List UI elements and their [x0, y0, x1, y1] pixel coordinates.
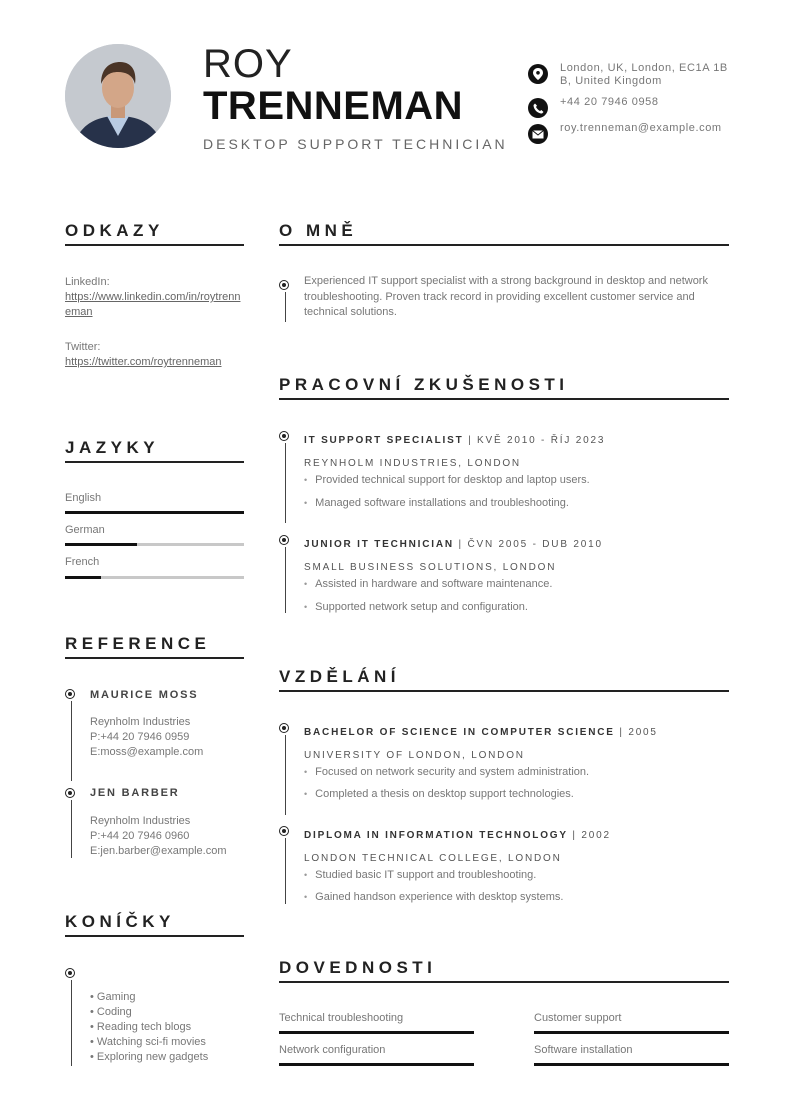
degree-year: | 2002	[567, 830, 611, 841]
experience-rule	[279, 398, 729, 400]
hobbies-list	[90, 990, 250, 1065]
address-text: London, UK, London, EC1A 1BB, United Kingdom	[560, 62, 728, 87]
reference-phone[interactable]: P:+44 20 7946 0959	[90, 731, 190, 743]
bullet-item: • Focused on network security and system administration.	[304, 765, 729, 779]
bullet-item: • Managed software installations and troubleshooting.	[304, 496, 729, 510]
reference-company: Reynholm Industries	[90, 815, 191, 827]
reference-email[interactable]: E:jen.barber@example.com	[90, 845, 227, 857]
language-german-bar	[65, 543, 244, 546]
experience-entry	[304, 534, 729, 614]
job-title: DESKTOP SUPPORT TECHNICIAN	[203, 136, 508, 152]
twitter-label: Twitter:	[65, 341, 101, 353]
envelope-icon	[528, 124, 548, 144]
timeline-line	[285, 838, 286, 904]
language-english-level	[65, 511, 244, 514]
position-title: IT SUPPORT SPECIALIST	[304, 435, 464, 446]
timeline-dot-icon	[279, 826, 289, 836]
company-name: SMALL BUSINESS SOLUTIONS, LONDON	[304, 562, 557, 573]
experience-entry	[304, 430, 729, 510]
language-german-level	[65, 543, 137, 546]
timeline-dot-icon	[65, 788, 75, 798]
timeline-line	[285, 735, 286, 815]
profile-photo-illustration	[65, 44, 171, 148]
education-heading: VZDĚLÁNÍ	[279, 667, 400, 686]
reference-company: Reynholm Industries	[90, 716, 191, 728]
language-german: German	[65, 524, 105, 536]
skill-bar	[534, 1031, 729, 1034]
timeline-dot-icon	[279, 723, 289, 733]
degree-title: DIPLOMA IN INFORMATION TECHNOLOGY	[304, 830, 568, 841]
linkedin-url[interactable]: https://www.linkedin.com/in/roytrenneman	[65, 291, 241, 318]
bullet-item: • Completed a thesis on desktop support technologies.	[304, 787, 729, 801]
education-entry	[304, 722, 729, 801]
timeline-dot-icon	[65, 968, 75, 978]
skill-name: Technical troubleshooting	[279, 1012, 404, 1024]
contact-address	[528, 62, 738, 88]
hobby-item: • Reading tech blogs	[90, 1020, 250, 1035]
contact-email	[528, 122, 738, 144]
language-french-level	[65, 576, 101, 579]
timeline-line	[285, 292, 286, 322]
timeline-line	[285, 443, 286, 523]
phone-text[interactable]: +44 20 7946 0958	[560, 96, 659, 108]
hobby-item: • Exploring new gadgets	[90, 1050, 250, 1065]
references-heading: REFERENCE	[65, 634, 211, 653]
map-pin-icon	[528, 64, 548, 84]
reference-details	[90, 814, 260, 859]
position-dates: | ČVN 2005 - DUB 2010	[453, 539, 603, 550]
reference-name: JEN BARBER	[90, 787, 180, 799]
position-title: JUNIOR IT TECHNICIAN	[304, 539, 454, 550]
about-heading: O MNĚ	[279, 221, 358, 240]
timeline-line	[285, 547, 286, 613]
reference-name: MAURICE MOSS	[90, 689, 199, 701]
experience-heading: PRACOVNÍ ZKUŠENOSTI	[279, 375, 569, 394]
languages-rule	[65, 461, 244, 463]
hobbies-heading: KONÍČKY	[65, 912, 175, 931]
last-name: TRENNEMAN	[203, 84, 464, 128]
link-twitter	[65, 340, 245, 370]
about-rule	[279, 244, 729, 246]
bullet-item: • Supported network setup and configuration.	[304, 600, 729, 614]
link-linkedin	[65, 275, 245, 320]
skill-name: Customer support	[534, 1012, 622, 1024]
school-name: LONDON TECHNICAL COLLEGE, LONDON	[304, 853, 562, 864]
reference-phone[interactable]: P:+44 20 7946 0960	[90, 830, 190, 842]
hobbies-rule	[65, 935, 244, 937]
first-name: ROY	[203, 42, 293, 86]
profile-photo	[65, 44, 171, 148]
languages-heading: JAZYKY	[65, 438, 160, 457]
skill-name: Network configuration	[279, 1044, 386, 1056]
phone-icon	[528, 98, 548, 118]
company-name: REYNHOLM INDUSTRIES, LONDON	[304, 458, 521, 469]
twitter-url[interactable]: https://twitter.com/roytrenneman	[65, 356, 222, 368]
links-heading: ODKAZY	[65, 221, 164, 240]
education-entry	[304, 825, 729, 904]
timeline-line	[71, 701, 72, 781]
degree-title: BACHELOR OF SCIENCE IN COMPUTER SCIENCE	[304, 727, 615, 738]
linkedin-label: LinkedIn:	[65, 276, 110, 288]
timeline-line	[71, 980, 72, 1066]
skills-rule	[279, 981, 729, 983]
bullet-item: • Provided technical support for desktop and laptop users.	[304, 473, 729, 487]
timeline-dot-icon	[279, 431, 289, 441]
language-english: English	[65, 492, 102, 504]
timeline-dot-icon	[65, 689, 75, 699]
language-english-bar	[65, 511, 244, 514]
skills-heading: DOVEDNOSTI	[279, 958, 437, 977]
bullet-item: • Assisted in hardware and software maintenance.	[304, 577, 729, 591]
skill-bar	[279, 1063, 474, 1066]
reference-details	[90, 715, 250, 760]
references-rule	[65, 657, 244, 659]
skill-name: Software installation	[534, 1044, 633, 1056]
education-rule	[279, 690, 729, 692]
hobby-item: • Watching sci-fi movies	[90, 1035, 250, 1050]
bullet-item: • Studied basic IT support and troubleshooting.	[304, 868, 729, 882]
timeline-dot-icon	[279, 280, 289, 290]
language-french-bar	[65, 576, 244, 579]
hobby-item: • Coding	[90, 1005, 250, 1020]
skill-bar	[279, 1031, 474, 1034]
hobby-item: • Gaming	[90, 990, 250, 1005]
degree-year: | 2005	[614, 727, 658, 738]
contact-phone	[528, 96, 738, 118]
school-name: UNIVERSITY OF LONDON, LONDON	[304, 750, 525, 761]
email-text[interactable]: roy.trenneman@example.com	[560, 122, 722, 134]
links-rule	[65, 244, 244, 246]
position-dates: | KVĚ 2010 - ŘÍJ 2023	[463, 435, 606, 446]
about-text: Experienced IT support specialist with a strong background in desktop and network troubleshooting. Proven track record in providing excellent customer service and technical solutions.	[304, 275, 708, 318]
timeline-line	[71, 800, 72, 858]
language-french: French	[65, 556, 100, 568]
timeline-dot-icon	[279, 535, 289, 545]
skill-bar	[534, 1063, 729, 1066]
bullet-item: • Gained handson experience with desktop systems.	[304, 890, 729, 904]
reference-email[interactable]: E:moss@example.com	[90, 746, 204, 758]
